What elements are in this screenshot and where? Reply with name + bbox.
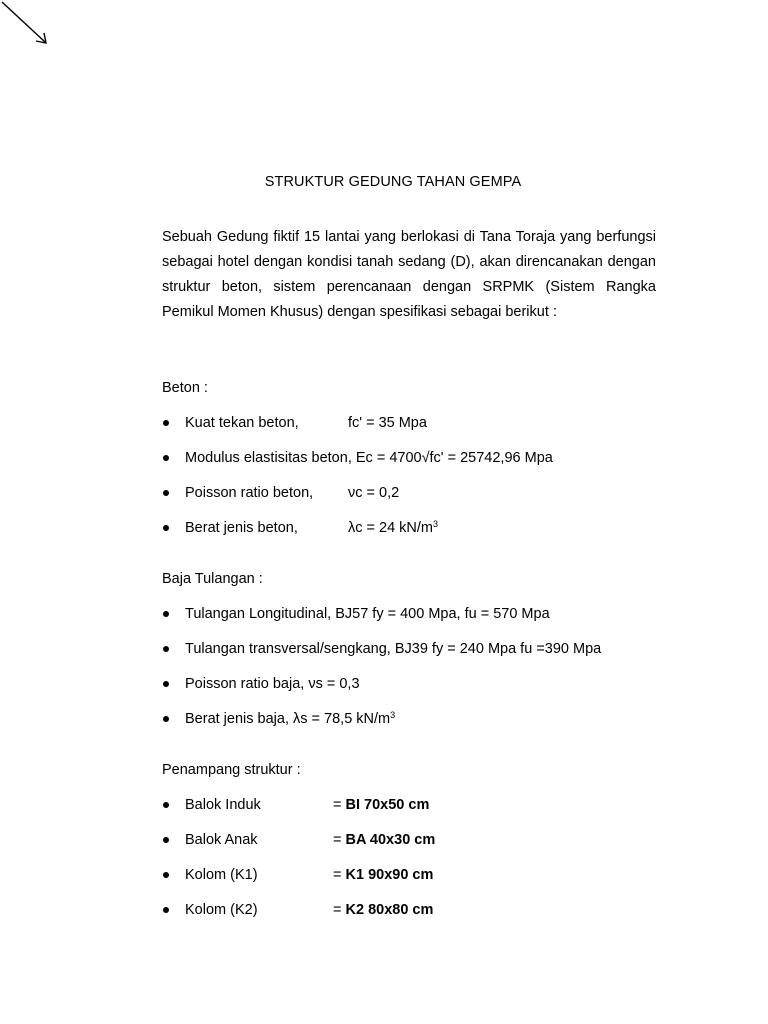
superscript: 3 — [433, 519, 439, 529]
section-heading-beton: Beton : — [162, 380, 208, 396]
arrow-icon — [0, 0, 60, 60]
item-value-bold: K2 80x80 cm — [345, 902, 434, 918]
list-item — [162, 519, 682, 539]
section-heading-penampang: Penampang struktur : — [162, 762, 301, 778]
item-text: Tulangan transversal/sengkang, BJ39 fy = 240 Mpa fu =390 Mpa — [185, 641, 602, 657]
bullet-icon — [163, 716, 169, 722]
bullet-icon — [163, 646, 169, 652]
list-item — [162, 901, 682, 921]
bullet-icon — [163, 525, 169, 531]
item-value — [333, 831, 435, 849]
bullet-icon — [163, 872, 169, 878]
item-text: Modulus elastisitas beton, Ec = 4700√fc' = 25742,96 Mpa — [185, 450, 553, 466]
document-title: STRUKTUR GEDUNG TAHAN GEMPA — [264, 174, 522, 190]
intro-paragraph: Sebuah Gedung fiktif 15 lantai yang berlokasi di Tana Toraja yang berfungsi sebagai hotel dengan kondisi tanah sedang (D), akan direncanakan dengan struktur beton, sistem perencanaan dengan SRPMK (Sistem Rangka Pemikul Momen Khusus) dengan spesifikasi sebagai berikut : — [162, 229, 656, 320]
item-label: Kolom (K2) — [185, 902, 258, 918]
item-text-main: Berat jenis baja, λs = 78,5 kN/m — [185, 711, 391, 727]
list-item — [162, 414, 682, 434]
bullet-icon — [163, 802, 169, 808]
item-label: Berat jenis beton, — [185, 520, 298, 536]
equals-sign: = — [333, 902, 346, 918]
list-item — [162, 866, 682, 886]
list-item — [162, 675, 682, 695]
list-item — [162, 605, 682, 625]
item-label: Kuat tekan beton, — [185, 415, 299, 431]
item-text — [185, 710, 395, 728]
list-item — [162, 796, 682, 816]
item-value: νc = 0,2 — [348, 485, 400, 501]
item-label: Balok Induk — [185, 797, 261, 813]
equals-sign: = — [333, 867, 346, 883]
item-value-bold: BI 70x50 cm — [345, 797, 430, 813]
item-value-bold: K1 90x90 cm — [345, 867, 434, 883]
item-text: Tulangan Longitudinal, BJ57 fy = 400 Mpa, fu = 570 Mpa — [185, 606, 550, 622]
bullet-icon — [163, 490, 169, 496]
section-heading-baja: Baja Tulangan : — [162, 571, 263, 587]
item-label: Balok Anak — [185, 832, 258, 848]
bullet-icon — [163, 681, 169, 687]
item-text: Poisson ratio baja, νs = 0,3 — [185, 676, 360, 692]
item-value — [348, 519, 438, 537]
item-value — [333, 901, 433, 919]
bullet-icon — [163, 420, 169, 426]
list-item — [162, 710, 682, 730]
bullet-icon — [163, 837, 169, 843]
bullet-icon — [163, 455, 169, 461]
list-item — [162, 831, 682, 851]
list-item — [162, 640, 682, 660]
superscript: 3 — [390, 710, 396, 720]
bullet-icon — [163, 611, 169, 617]
item-label: Poisson ratio beton, — [185, 485, 314, 501]
item-value-bold: BA 40x30 cm — [345, 832, 436, 848]
item-value-text: λc = 24 kN/m — [348, 520, 434, 536]
list-item — [162, 484, 682, 504]
item-value: fc' = 35 Mpa — [348, 415, 427, 431]
item-label: Kolom (K1) — [185, 867, 258, 883]
equals-sign: = — [333, 832, 346, 848]
item-value — [333, 866, 433, 884]
item-value — [333, 796, 429, 814]
equals-sign: = — [333, 797, 346, 813]
list-item — [162, 449, 682, 469]
bullet-icon — [163, 907, 169, 913]
